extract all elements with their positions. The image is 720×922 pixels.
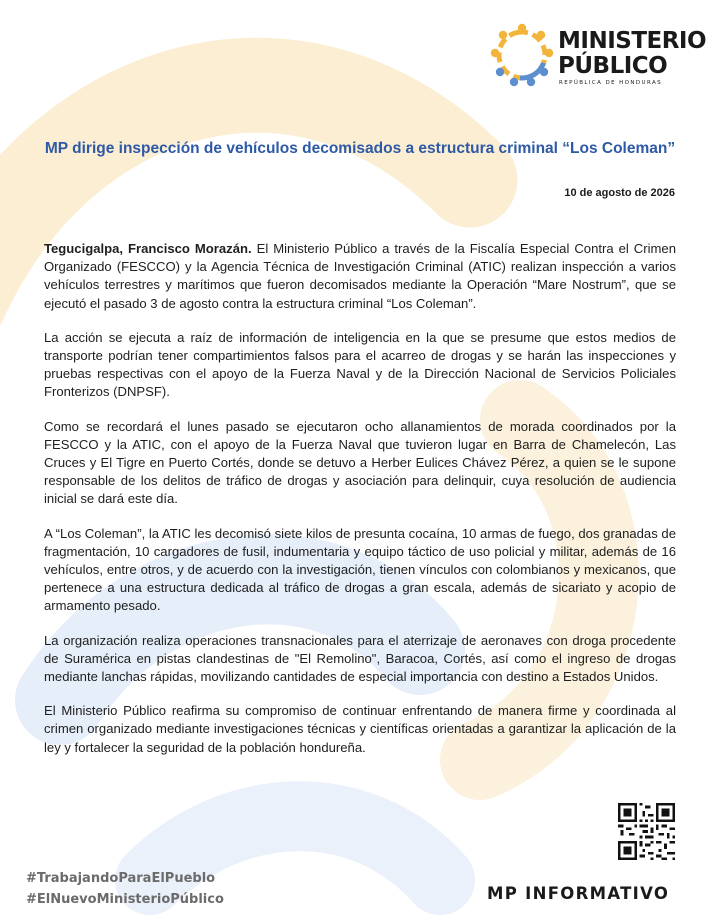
dateline: Tegucigalpa, Francisco Morazán. (44, 241, 252, 256)
body-paragraph-4 (44, 525, 676, 616)
hashtag-trabajando: #TrabajandoParaElPueblo (26, 871, 216, 886)
press-release-body (44, 240, 676, 773)
footer-hashtags (26, 868, 224, 910)
press-release-date: 10 de agosto de 2026 (564, 187, 675, 199)
paragraph-text: El Ministerio Público reafirma su compromiso de continuar enfrentando de manera firme y coordinada al crimen organizado mediante investigaciones técnicas y científicas orientadas a garantizar la aplicación de la ley y fortalecer la seguridad de la población hondureña. (44, 703, 676, 755)
paragraph-text: El Ministerio Público a través de la Fiscalía Especial Contra el Crimen Organizado (FESCCO) y la Agencia Técnica de Investigación Criminal (ATIC) realizan inspección a varios vehículos terrestres y marítimos que fueron decomisados mediante la Operación “Mare Nostrum”, que se ejecutó el pasado 3 de agosto contra la estructura criminal “Los Coleman”. (44, 241, 676, 311)
body-paragraph-2 (44, 329, 676, 402)
press-release-headline: MP dirige inspección de vehículos decomisados a estructura criminal “Los Coleman” (44, 140, 676, 157)
mp-informativo-label: MP INFORMATIVO (487, 884, 670, 903)
ministerio-publico-logo (489, 22, 707, 92)
logo-subtitle: REPÚBLICA DE HONDURAS (559, 80, 662, 86)
body-paragraph-6 (44, 702, 676, 757)
paragraph-text: A “Los Coleman”, la ATIC les decomisó siete kilos de presunta cocaína, 10 armas de fuego, dos granadas de fragmentación, 10 cargadores de fusil, indumentaria y equipo táctico de uso policial y militar, además de 16 vehículos, entre otros, y de acuerdo con la investigación, tienen vínculos con colombianos y mexicanos, que pertenece a una estructura dedicada al tráfico de drogas a gran escala, además de sicariato y acopio de armamento pesado. (44, 525, 676, 614)
body-paragraph-3 (44, 418, 676, 509)
people-circle-logo-icon (489, 22, 555, 88)
logo-title-line1: MINISTERIO (558, 28, 707, 54)
paragraph-text: La organización realiza operaciones transnacionales para el aterrizaje de aeronaves con droga procedente de Suramérica en pistas clandestinas de "El Remolino", Baracoa, Cortés, así como el ingreso de drogas mediante lanchas rápidas, movilizando cantidades de especial importancia con destino a Estados Unidos. (44, 632, 676, 685)
paragraph-text: La acción se ejecuta a raíz de información de inteligencia en la que se presume que estos medios de transporte podrían tener compartimientos falsos para el acarreo de drogas y se harán las inspecciones y pruebas respectivas con el apoyo de la Fuerza Naval y de la Dirección Nacional de Servicios Policiales Fronterizos (DNPSF). (44, 329, 676, 400)
body-paragraph-1 (44, 240, 676, 313)
logo-title-line2: PÚBLICO (558, 53, 668, 79)
hashtag-nuevo-ministerio: #ElNuevoMinisterioPúblico (26, 892, 224, 907)
qr-code-icon[interactable] (618, 803, 675, 860)
body-paragraph-5 (44, 632, 676, 687)
paragraph-text: Como se recordará el lunes pasado se ejecutaron ocho allanamientos de morada coordinados por la FESCCO y la ATIC, con el apoyo de la Fuerza Naval que tuvieron lugar en Barra de Chamelecón, Las Cruces y El Tigre en Puerto Cortés, donde se detuvo a Herber Eulices Chávez Pérez, a quien se le supone responsable de los delitos de tráfico de drogas y asociación para delinquir, cuya resolución de audiencia inicial se dará este día. (44, 418, 676, 507)
